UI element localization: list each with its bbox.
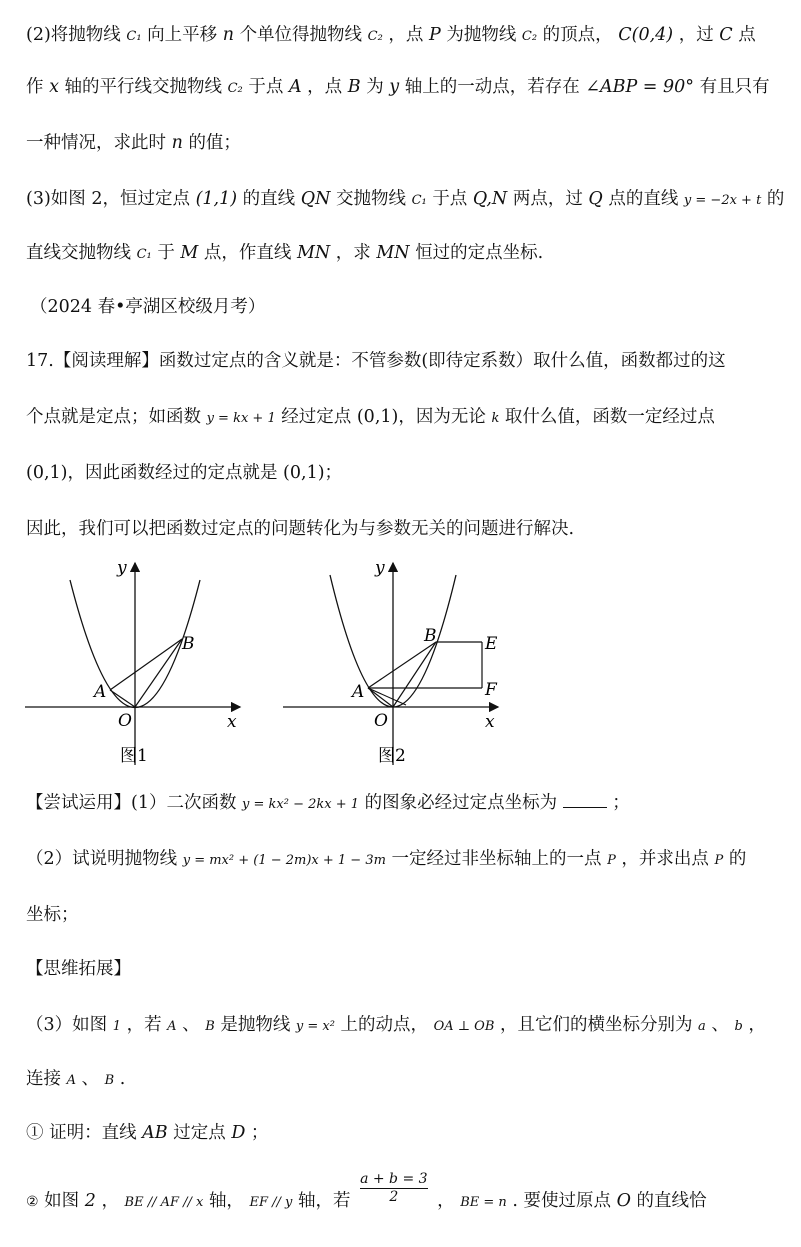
text: 直线交抛物线 <box>26 243 131 263</box>
text: 于点 <box>248 77 284 97</box>
symbol-a: A <box>167 1019 177 1034</box>
segment-ob <box>135 639 182 707</box>
text: (3)如图 2，恒过定点 <box>26 189 190 209</box>
text: 一定经过非坐标轴上的一点 <box>391 849 602 869</box>
label-e: E <box>485 634 498 654</box>
point-1-1: (1,1) <box>195 189 238 209</box>
text: 的值； <box>188 133 241 153</box>
q3-line-2 <box>26 240 787 268</box>
symbol-o: O <box>616 1191 631 1211</box>
text: ，并求出点 <box>621 849 709 869</box>
text: . <box>119 1069 126 1089</box>
text: 的直线恰 <box>636 1191 707 1211</box>
label-x: x <box>227 712 237 732</box>
symbol-c2: C₂ <box>521 29 538 44</box>
text: (2)将抛物线 <box>26 25 121 45</box>
symbol-qn: QN <box>300 189 331 209</box>
text: 有且只有 <box>699 77 770 97</box>
symbol-c1: C₁ <box>411 193 427 208</box>
equation-x-squared: y = x² <box>295 1019 335 1034</box>
circled-number-2: ② <box>26 1194 39 1210</box>
symbol-p: P <box>607 853 616 868</box>
text: 轴， <box>208 1191 244 1211</box>
q17-line-1 <box>26 348 787 374</box>
parallel-expression: BE // AF // x <box>124 1195 204 1210</box>
symbol-a-var: a <box>698 1019 706 1034</box>
text: 经过定点 (0,1)，因为无论 <box>281 407 486 427</box>
text: 、 <box>711 1015 729 1035</box>
label-y: y <box>375 558 385 578</box>
label-o: O <box>118 711 132 731</box>
symbol-y: y <box>389 77 400 97</box>
try-line-1 <box>26 790 787 818</box>
text: 恒过的定点坐标. <box>415 243 544 263</box>
text: 的 <box>728 849 747 869</box>
symbol-p: P <box>428 25 441 45</box>
point-c: C(0,4) <box>618 25 674 45</box>
sub1-line <box>26 1120 787 1146</box>
fraction-denominator: 2 <box>360 1188 427 1206</box>
symbol-c1: C₁ <box>126 29 142 44</box>
text: 于 <box>157 243 175 263</box>
caption-fig2: 图2 <box>378 746 406 766</box>
segment-ab <box>110 639 182 690</box>
q17-line-4 <box>26 516 787 542</box>
symbol-q: Q <box>588 189 603 209</box>
figure-ref: 2 <box>84 1191 96 1211</box>
symbol-mn: MN <box>296 243 331 263</box>
label-a: A <box>94 682 107 702</box>
symbol-m: M <box>180 243 199 263</box>
figure-2 <box>278 555 508 770</box>
text: 于点 <box>432 189 468 209</box>
symbol-n: n <box>222 25 234 45</box>
text: 上的动点， <box>340 1015 429 1035</box>
text: 点的直线 <box>608 189 679 209</box>
text: 点 <box>738 25 756 45</box>
text: ； <box>250 1123 269 1143</box>
text: ， <box>437 1191 455 1211</box>
expand-title <box>26 956 787 982</box>
text: 为 <box>366 77 384 97</box>
figure-1 <box>20 555 250 770</box>
perp-expression: OA ⊥ OB <box>433 1019 495 1034</box>
sub2-line <box>26 1171 787 1216</box>
equation-parabola: y = mx² + (1 − 2m)x + 1 − 3m <box>182 853 386 868</box>
text: 为抛物线 <box>446 25 517 45</box>
symbol-b: B <box>104 1073 115 1088</box>
equation-line: y = −2x + t <box>683 193 762 208</box>
text: ，且它们的横坐标分别为 <box>499 1015 693 1035</box>
text: ，点 <box>307 77 343 97</box>
text: 、 <box>182 1015 200 1035</box>
figure-ref: 1 <box>112 1019 121 1034</box>
text: 向上平移 <box>147 25 218 45</box>
text: （2）试说明抛物线 <box>26 849 178 869</box>
symbol-c1: C₁ <box>136 247 152 262</box>
text: 的图象必经过定点坐标为 <box>364 793 558 813</box>
text: 的直线 <box>242 189 296 209</box>
text: 、 <box>81 1069 100 1089</box>
symbol-x: x <box>49 77 59 97</box>
text: 因此，我们可以把函数过定点的问题转化为与参数无关的问题进行解决. <box>26 519 575 539</box>
q2-line-2 <box>26 74 787 102</box>
text: 17.【阅读理解】函数过定点的含义就是：不管参数(即待定系数）取什么值，函数都过的这 <box>26 351 726 371</box>
segment-ab <box>368 642 436 688</box>
q3-line-1 <box>26 186 787 214</box>
source-line <box>30 294 787 320</box>
label-x: x <box>485 712 495 732</box>
text: 轴的平行线交抛物线 <box>64 77 223 97</box>
symbol-b: B <box>347 77 361 97</box>
text: 如图 <box>44 1191 80 1211</box>
label-f: F <box>485 680 497 700</box>
source-text: （2024 春•亭湖区校级月考） <box>30 297 266 317</box>
q2-line-1 <box>26 22 787 50</box>
text: 一种情况，求此时 <box>26 133 166 153</box>
text: 证明：直线 <box>49 1123 137 1143</box>
symbol-p: P <box>714 853 724 868</box>
symbol-k: k <box>491 411 500 426</box>
try-line-2 <box>26 846 787 874</box>
text: ，若 <box>126 1015 162 1035</box>
equation-kx: y = kx + 1 <box>206 411 276 426</box>
text: ， <box>101 1191 119 1211</box>
text: (0,1)，因此函数经过的定点就是 (0,1)； <box>26 463 343 483</box>
text: . 要使过原点 <box>512 1191 611 1211</box>
text: ； <box>612 793 630 813</box>
text: 坐标； <box>26 905 79 925</box>
text: 个单位得抛物线 <box>239 25 363 45</box>
symbol-ab: AB <box>142 1123 168 1143</box>
text: 是抛物线 <box>220 1015 291 1035</box>
equation-quadratic: y = kx² − 2kx + 1 <box>242 797 360 812</box>
fraction-a-plus-b <box>360 1171 427 1206</box>
text: ， <box>748 1015 766 1035</box>
segment-oa <box>110 690 135 707</box>
symbol-b-var: b <box>734 1019 743 1034</box>
text: 交抛物线 <box>335 189 406 209</box>
text: 【尝试运用】(1）二次函数 <box>26 793 237 813</box>
circled-number-1: ① <box>26 1123 44 1143</box>
try-line-3 <box>26 902 787 928</box>
text: 轴上的一动点，若存在 <box>404 77 580 97</box>
symbol-q-n: Q,N <box>472 189 508 209</box>
symbol-b: B <box>205 1019 215 1034</box>
text: ，求 <box>335 243 371 263</box>
label-a: A <box>352 682 365 702</box>
text: ，点 <box>388 25 424 45</box>
text: 两点，过 <box>512 189 583 209</box>
text: ，过 <box>678 25 714 45</box>
label-y: y <box>117 558 127 578</box>
expand-line-1 <box>26 1012 787 1040</box>
label-b: B <box>182 634 195 654</box>
angle-expression: ∠ABP = 90° <box>585 77 695 97</box>
symbol-c2: C₂ <box>367 29 383 44</box>
segment-ob <box>393 642 436 707</box>
text: 点，作直线 <box>203 243 292 263</box>
symbol-d: D <box>231 1123 246 1143</box>
q2-line-3 <box>26 130 787 156</box>
parallel-expression-2: EF // y <box>249 1195 293 1210</box>
label-b: B <box>424 626 437 646</box>
symbol-c2: C₂ <box>227 81 243 96</box>
symbol-a: A <box>66 1073 76 1088</box>
symbol-n: n <box>171 133 183 153</box>
text: 取什么值，函数一定经过点 <box>504 407 715 427</box>
expand-line-2 <box>26 1066 787 1094</box>
symbol-c: C <box>719 25 733 45</box>
section-title: 【思维拓展】 <box>26 959 131 979</box>
q17-line-2 <box>26 404 787 432</box>
symbol-mn: MN <box>376 243 410 263</box>
symbol-a: A <box>288 77 302 97</box>
label-o: O <box>374 711 388 731</box>
text: 作 <box>26 77 44 97</box>
text: 连接 <box>26 1069 61 1089</box>
caption-fig1: 图1 <box>120 746 148 766</box>
answer-blank[interactable] <box>563 793 607 808</box>
text: 个点就是定点；如函数 <box>26 407 201 427</box>
be-expression: BE = n <box>460 1195 507 1210</box>
text: 轴，若 <box>297 1191 351 1211</box>
fraction-numerator: a + b = 3 <box>360 1171 428 1187</box>
text: 的 <box>766 189 785 209</box>
text: （3）如图 <box>26 1015 108 1035</box>
q17-line-3 <box>26 460 787 486</box>
text: 的顶点， <box>542 25 613 45</box>
text: 过定点 <box>173 1123 226 1143</box>
